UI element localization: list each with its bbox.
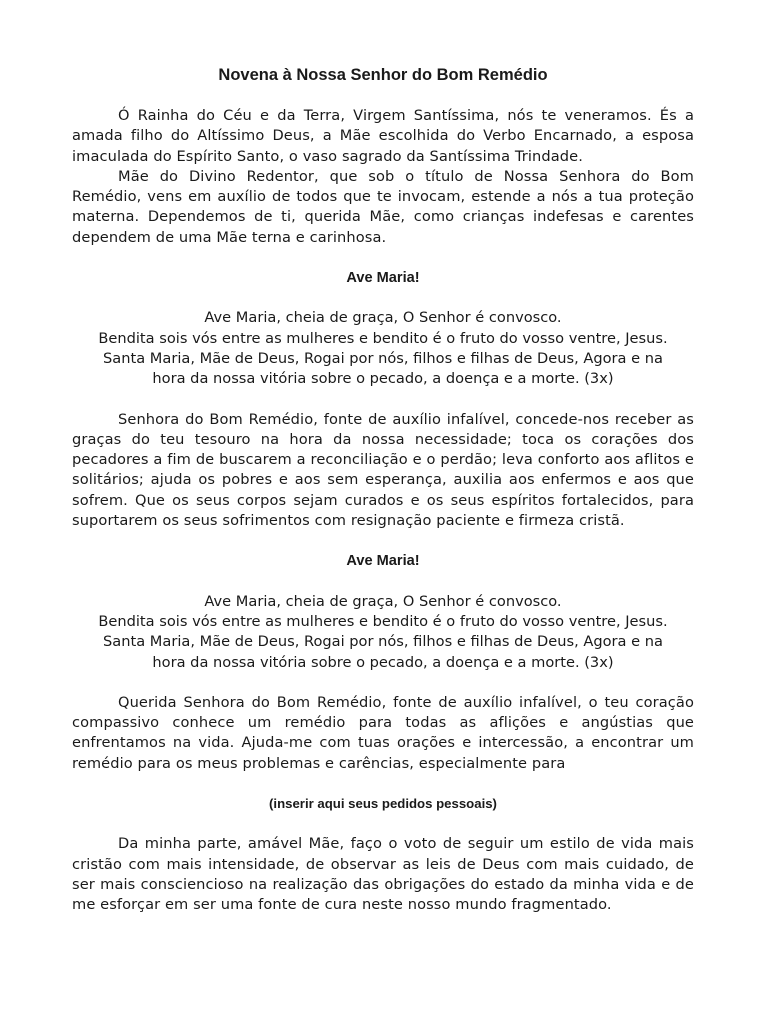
spacer — [72, 390, 694, 410]
prayer-block-1 — [72, 308, 694, 389]
document-title: Novena à Nossa Senhor do Bom Remédio — [218, 66, 548, 84]
paragraph-mother: Mãe do Divino Redentor, que sob o título de Nossa Senhora do Bom Remédio, vens em auxílio de todos que te invocam, estende a nós a tua proteção materna. Dependemos de ti, querida Mãe, como crianças indefesas e carentes dependem de uma Mãe terna e carinhosa. — [72, 167, 694, 246]
prayer-line: hora da nossa vitória sobre o pecado, a doença e a morte. (3x) — [152, 653, 614, 671]
paragraph-petition: Senhora do Bom Remédio, fonte de auxílio infalível, concede-nos receber as graças do teu tesouro na hora da nossa necessidade; toca os corações dos pecadores a fim de buscarem a reconciliação e o perdão; leva conforto aos aflitos e solitários; ajuda os pobres e aos sem esperança, auxilia aos enfermos e aos que sofrem. Que os seus corpos sejam curados e os seus espíritos fortalecidos, para suportarem os seus sofrimentos com resignação paciente e firmeza cristã. — [72, 410, 694, 530]
prayer-block-2 — [72, 592, 694, 673]
document-page — [72, 64, 694, 916]
personal-requests-note: (inserir aqui seus pedidos pessoais) — [269, 796, 497, 812]
prayer-line: Ave Maria, cheia de graça, O Senhor é convosco. — [204, 309, 562, 327]
paragraph-intro: Ó Rainha do Céu e da Terra, Virgem Santíssima, nós te veneramos. És a amada filho do Altíssimo Deus, a Mãe escolhida do Verbo Encarnado, a esposa imaculada do Espírito Santo, o vaso sagrado da Santíssima Trindade. — [72, 107, 694, 165]
paragraph-remedy: Querida Senhora do Bom Remédio, fonte de auxílio infalível, o teu coração compassivo conhece um remédio para todas as aflições e angústias que enfrentamos na vida. Ajuda-me com tuas orações e intercessão, a encontrar um remédio para os meus problemas e carências, especialmente para — [72, 693, 694, 772]
paragraph-vow: Da minha parte, amável Mãe, faço o voto de seguir um estilo de vida mais cristão com mais intensidade, de observar as leis de Deus com mais cuidado, de ser mais consciencioso na realização das obrigações do estado da minha vida e de me esforçar em ser uma fonte de cura neste nosso mundo fragmentado. — [72, 835, 694, 914]
spacer — [72, 673, 694, 693]
prayer-line: Santa Maria, Mãe de Deus, Rogai por nós, filhos e filhas de Deus, Agora e na — [103, 633, 663, 651]
prayer-line: Santa Maria, Mãe de Deus, Rogai por nós, filhos e filhas de Deus, Agora e na — [103, 349, 663, 367]
section-heading-ave-maria-2: Ave Maria! — [346, 553, 420, 570]
section-heading-ave-maria-1: Ave Maria! — [346, 270, 420, 287]
prayer-line: Bendita sois vós entre as mulheres e bendito é o fruto do vosso ventre, Jesus. — [98, 612, 668, 630]
prayer-line: Ave Maria, cheia de graça, O Senhor é convosco. — [204, 592, 562, 610]
prayer-line: Bendita sois vós entre as mulheres e bendito é o fruto do vosso ventre, Jesus. — [98, 329, 668, 347]
prayer-line: hora da nossa vitória sobre o pecado, a doença e a morte. (3x) — [152, 370, 614, 388]
